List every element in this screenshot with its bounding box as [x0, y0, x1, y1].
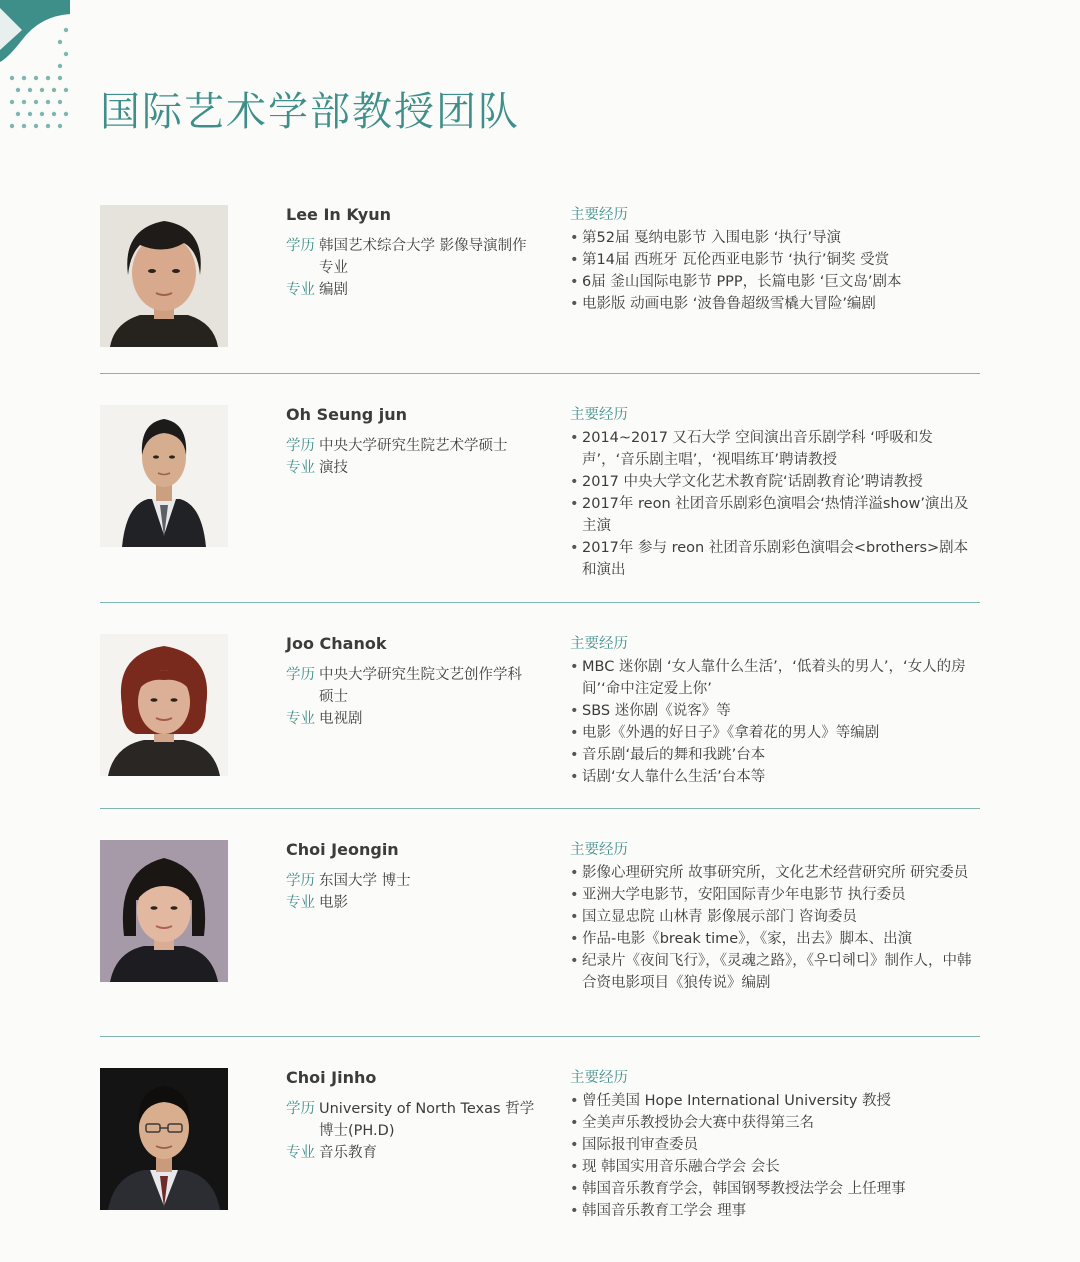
- career-item: • 2017年 reon 社团音乐剧彩色演唱会‘热情洋溢show’演出及主演: [570, 493, 980, 537]
- major-label: 专业: [286, 895, 315, 911]
- career-item: • 音乐剧‘最后的舞和我跳’台本: [570, 744, 980, 766]
- major-label: 专业: [286, 460, 315, 476]
- page-title: 国际艺术学部教授团队: [100, 89, 520, 135]
- professor-info: [286, 664, 536, 730]
- education-row: [286, 664, 536, 708]
- portrait-photo: [100, 405, 228, 547]
- portrait-photo: [100, 1068, 228, 1210]
- professor-info: [286, 435, 536, 479]
- career-list: [570, 862, 980, 994]
- career-section: [570, 840, 980, 994]
- career-item: • 第14届 西班牙 瓦伦西亚电影节 ‘执行’铜奖 受赏: [570, 249, 980, 271]
- career-title: 主要经历: [570, 636, 628, 652]
- career-item: • SBS 迷你剧《说客》等: [570, 700, 980, 722]
- professor-name: Choi Jinho: [286, 1068, 377, 1087]
- career-item: • 作品-电影《break time》，《家，出去》脚本、出演: [570, 928, 980, 950]
- professor-name: Oh Seung jun: [286, 405, 408, 424]
- major-label: 专业: [286, 282, 315, 298]
- career-section: [570, 634, 980, 788]
- career-item: • 2017年 参与 reon 社团音乐剧彩色演唱会<brothers>剧本和演出: [570, 537, 980, 581]
- professor-info: [286, 235, 536, 301]
- major-value: 电视剧: [319, 711, 363, 727]
- career-item: • 2017 中央大学文化艺术教育院‘话剧教育论’聘请教授: [570, 471, 980, 493]
- corner-pattern-decoration: [0, 0, 80, 140]
- career-item: • 国际报刊审查委员: [570, 1134, 980, 1156]
- career-title: 主要经历: [570, 842, 628, 858]
- career-item: • 纪录片《夜间飞行》，《灵魂之路》，《우디헤디》制作人，中韩合资电影项目《狼传说》编剧: [570, 950, 980, 994]
- major-label: 专业: [286, 711, 315, 727]
- major-row: [286, 708, 536, 730]
- section-divider: [100, 602, 980, 603]
- education-label: 学历: [286, 438, 315, 454]
- education-value: University of North Texas 哲学博士(PH.D): [319, 1101, 535, 1139]
- major-value: 音乐教育: [319, 1145, 377, 1161]
- career-item: • 影像心理研究所 故事研究所，文化艺术经营研究所 研究委员: [570, 862, 980, 884]
- education-value: 东国大学 博士: [319, 873, 411, 889]
- career-list: [570, 1090, 980, 1222]
- career-section: [570, 405, 980, 581]
- career-list: [570, 227, 980, 315]
- career-item: • 第52届 戛纳电影节 入围电影 ‘执行’导演: [570, 227, 980, 249]
- major-value: 演技: [319, 460, 348, 476]
- career-item: • 全美声乐教授协会大赛中获得第三名: [570, 1112, 980, 1134]
- portrait-photo: [100, 840, 228, 982]
- education-row: [286, 435, 536, 457]
- major-row: [286, 892, 536, 914]
- major-row: [286, 457, 536, 479]
- career-item: • 电影版 动画电影 ‘波鲁鲁超级雪橇大冒险’编剧: [570, 293, 980, 315]
- portrait-photo: [100, 634, 228, 776]
- education-value: 中央大学研究生院艺术学硕士: [319, 438, 508, 454]
- career-title: 主要经历: [570, 407, 628, 423]
- career-item: • 电影《外遇的好日子》《拿着花的男人》等编剧: [570, 722, 980, 744]
- education-value: 中央大学研究生院文艺创作学科硕士: [319, 667, 522, 705]
- career-item: • 曾任美国 Hope International University 教授: [570, 1090, 980, 1112]
- professor-info: [286, 870, 536, 914]
- section-divider: [100, 373, 980, 374]
- career-list: [570, 656, 980, 788]
- career-list: [570, 427, 980, 581]
- section-divider: [100, 1036, 980, 1037]
- education-label: 学历: [286, 238, 315, 254]
- section-divider: [100, 808, 980, 809]
- career-item: • 亚洲大学电影节，安阳国际青少年电影节 执行委员: [570, 884, 980, 906]
- career-section: [570, 205, 980, 315]
- education-label: 学历: [286, 667, 315, 683]
- major-value: 编剧: [319, 282, 348, 298]
- portrait-photo: [100, 205, 228, 347]
- major-label: 专业: [286, 1145, 315, 1161]
- education-value: 韩国艺术综合大学 影像导演制作专业: [319, 238, 527, 276]
- career-item: • 话剧‘女人靠什么生活’台本等: [570, 766, 980, 788]
- career-item: • 2014~2017 又石大学 空间演出音乐剧学科 ‘呼吸和发声’，‘音乐剧主唱’，‘视唱练耳’聘请教授: [570, 427, 980, 471]
- major-row: [286, 1142, 536, 1164]
- professor-name: Joo Chanok: [286, 634, 387, 653]
- career-title: 主要经历: [570, 1070, 628, 1086]
- major-row: [286, 279, 536, 301]
- education-row: [286, 235, 536, 279]
- education-label: 学历: [286, 1101, 315, 1117]
- career-title: 主要经历: [570, 207, 628, 223]
- education-label: 学历: [286, 873, 315, 889]
- career-item: • 韩国音乐教育学会，韩国钢琴教授法学会 上任理事: [570, 1178, 980, 1200]
- career-item: • 6届 釜山国际电影节 PPP，长篇电影 ‘巨文岛’剧本: [570, 271, 980, 293]
- professor-name: Choi Jeongin: [286, 840, 399, 859]
- career-item: • 现 韩国实用音乐融合学会 会长: [570, 1156, 980, 1178]
- professor-info: [286, 1098, 536, 1164]
- major-value: 电影: [319, 895, 348, 911]
- education-row: [286, 1098, 536, 1142]
- career-section: [570, 1068, 980, 1222]
- career-item: • 国立显忠院 山林青 影像展示部门 咨询委员: [570, 906, 980, 928]
- education-row: [286, 870, 536, 892]
- professor-name: Lee In Kyun: [286, 205, 391, 224]
- career-item: • 韩国音乐教育工学会 理事: [570, 1200, 980, 1222]
- career-item: • MBC 迷你剧 ‘女人靠什么生活’，‘低着头的男人’，‘女人的房间’‘命中注定爱上你’: [570, 656, 980, 700]
